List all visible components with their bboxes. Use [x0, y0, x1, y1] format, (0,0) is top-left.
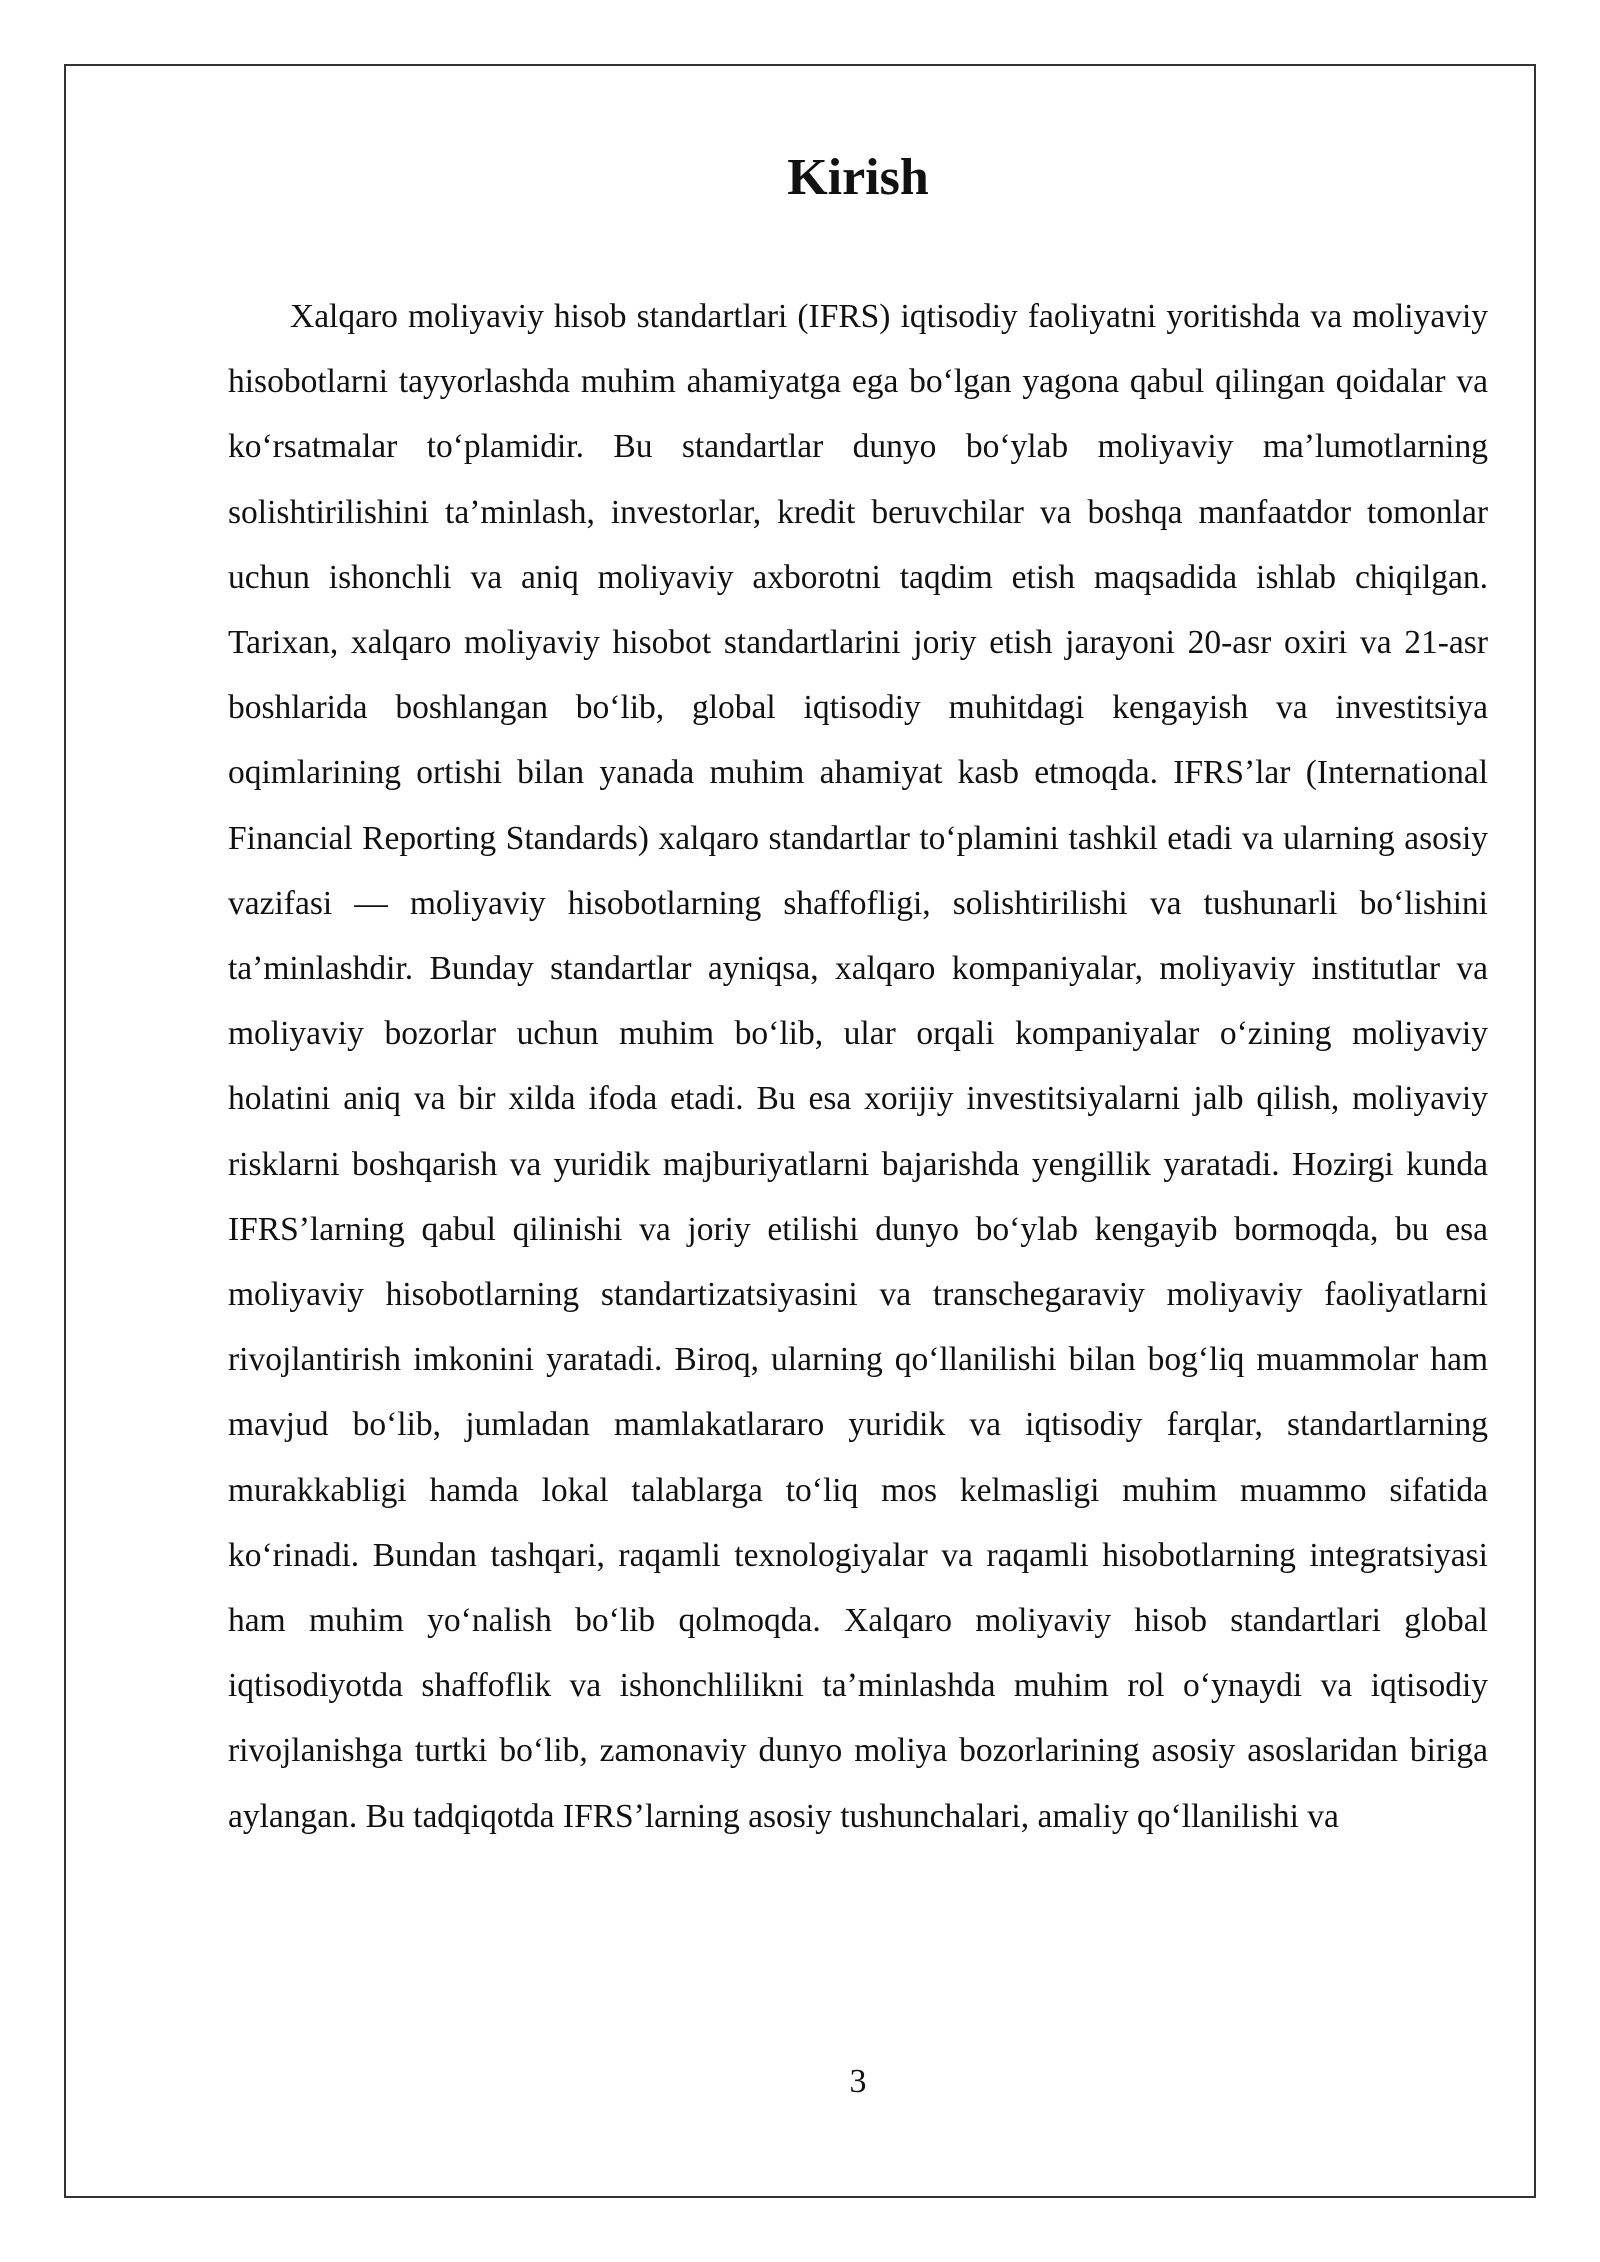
page-title: Kirish — [787, 149, 929, 206]
body-paragraph: Xalqaro moliyaviy hisob standartlari (IFRS) iqtisodiy faoliyatni yoritishda va moliyaviy hisobotlarni tayyorlashda muhim ahamiyatga ega boʻlgan yagona qabul qilingan qoidalar va koʻrsatmalar toʻplamidir. Bu standartlar dunyo boʻylab moliyaviy maʼlumotlarning solishtirilishini taʼminlash, investorlar, kredit beruvchilar va boshqa manfaatdor tomonlar uchun ishonchli va aniq moliyaviy axborotni taqdim etish maqsadida ishlab chiqilgan. Tarixan, xalqaro moliyaviy hisobot standartlarini joriy etish jarayoni 20-asr oxiri va 21-asr boshlarida boshlangan boʻlib, global iqtisodiy muhitdagi kengayish va investitsiya oqimlarining ortishi bilan yanada muhim ahamiyat kasb etmoqda. IFRSʼlar (International Financial Reporting Standards) xalqaro standartlar toʻplamini tashkil etadi va ularning asosiy vazifasi — moliyaviy hisobotlarning shaffofligi, solishtirilishi va tushunarli boʻlishini taʼminlashdir. Bunday standartlar ayniqsa, xalqaro kompaniyalar, moliyaviy institutlar va moliyaviy bozorlar uchun muhim boʻlib, ular orqali kompaniyalar oʻzining moliyaviy holatini aniq va bir xilda ifoda etadi. Bu esa xorijiy investitsiyalarni jalb qilish, moliyaviy risklarni boshqarish va yuridik majburiyatlarni bajarishda yengillik yaratadi. Hozirgi kunda IFRSʼlarning qabul qilinishi va joriy etilishi dunyo boʻylab kengayib bormoqda, bu esa moliyaviy hisobotlarning standartizatsiyasini va transchegaraviy moliyaviy faoliyatlarni rivojlantirish imkonini yaratadi. Biroq, ularning qoʻllanilishi bilan bogʻliq muammolar ham mavjud boʻlib, jumladan mamlakatlararo yuridik va iqtisodiy farqlar, standartlarning murakkabligi hamda lokal talablarga toʻliq mos kelmasligi muhim muammo sifatida koʻrinadi. Bundan tashqari, raqamli texnologiyalar va raqamli hisobotlarning integratsiyasi ham muhim yoʻnalish boʻlib qolmoqda. Xalqaro moliyaviy hisob standartlari global iqtisodiyotda shaffoflik va ishonchlilikni taʼminlashda muhim rol oʻynaydi va iqtisodiy rivojlanishga turtki boʻlib, zamonaviy dunyo moliya bozorlarining asosiy asoslaridan biriga aylangan. Bu tadqiqotda IFRSʼlarning asosiy tushunchalari, amaliy qoʻllanilishi va — [228, 298, 1488, 1835]
page-number: 3 — [849, 2063, 867, 2100]
